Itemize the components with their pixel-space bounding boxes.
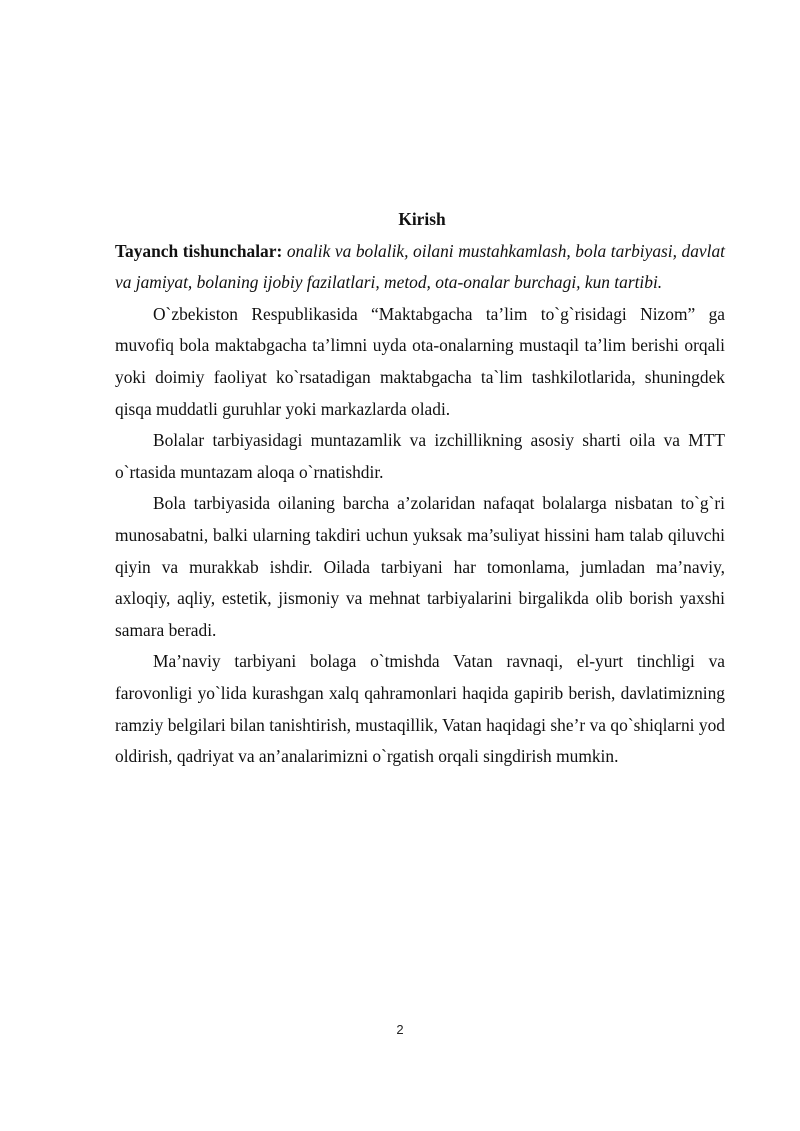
keywords-label: Tayanch tishunchalar:: [115, 240, 283, 261]
page-number: 2: [396, 1022, 404, 1037]
keywords-paragraph: [115, 236, 725, 299]
paragraph-3: Bola tarbiyasida oilaning barcha a’zolaridan nafaqat bolalarga nisbatan to`g`ri munosabatni, balki ularning takdiri uchun yuksak ma’suliyat hissini ham talab qiluvchi qiyin va murakkab ishdir. Oilada tarbiyani har tomonlama, jumladan ma’naviy, axloqiy, aqliy, estetik, jismoniy va mehnat tarbiyalarini birgalikda olib borish yaxshi samara beradi.: [115, 493, 725, 640]
paragraph-1: O`zbekiston Respublikasida “Maktabgacha ta’lim to`g`risidagi Nizom” ga muvofiq bola maktabgacha ta’limni uyda ota-onalarning mustaqil ta’lim berishi orqali yoki doimiy faoliyat ko`rsatadigan maktabgacha ta`lim tashkilotlarida, shuningdek qisqa muddatli guruhlar yoki markazlarda oladi.: [115, 303, 725, 419]
keywords-text: onalik va bolalik, oilani mustahkamlash, bola tarbiyasi, davlat va jamiyat, bolaning ijobiy fazilatlari, metod, ota-onalar burchagi, kun tartibi.: [115, 240, 726, 293]
page-body: [115, 204, 725, 773]
paragraph-2: Bolalar tarbiyasidagi muntazamlik va izchillikning asosiy sharti oila va MTT o`rtasida muntazam aloqa o`rnatishdir.: [115, 430, 725, 482]
section-title: Kirish: [398, 209, 446, 229]
paragraph-4: Ma’naviy tarbiyani bolaga o`tmishda Vatan ravnaqi, el-yurt tinchligi va farovonligi yo`lida kurashgan xalq qahramonlari haqida gapirib berish, davlatimizning ramziy belgilari bilan tanishtirish, mustaqillik, Vatan haqidagi she’r va qo`shiqlarni yod oldirish, qadriyat va an’analarimizni o`rgatish orqali singdirish mumkin.: [115, 651, 725, 767]
